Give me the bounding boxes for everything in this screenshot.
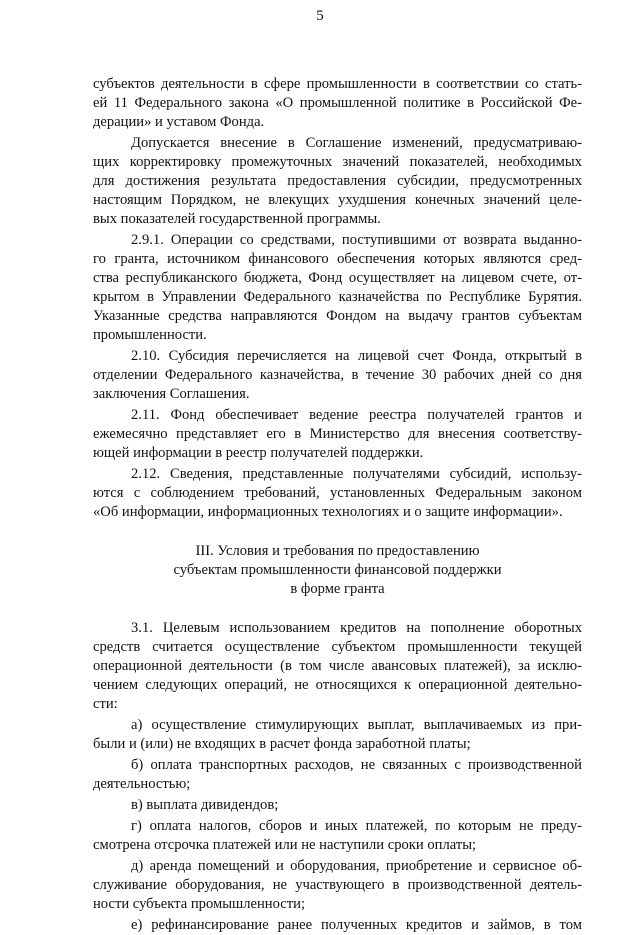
paragraph bbox=[93, 406, 582, 463]
section-heading-line: III. Условия и требования по предоставлению bbox=[195, 543, 480, 559]
text-line: е) рефинансирование ранее полученных кредитов и займов, в том bbox=[131, 917, 582, 933]
text-line: Указанные средства направляются Фондом на выдачу грантов субъектам bbox=[93, 308, 582, 324]
text-line: для достижения результата предоставления субсидии, предусмотренных bbox=[93, 173, 582, 189]
text-line: ющей информации в реестр получателей поддержки. bbox=[93, 445, 424, 461]
paragraph bbox=[93, 857, 582, 914]
text-line: ей 11 Федерального закона «О промышленной политике в Российской Фе- bbox=[93, 95, 582, 111]
paragraphs-top bbox=[93, 75, 582, 522]
text-line: д) аренда помещений и оборудования, приобретение и сервисное об- bbox=[131, 858, 582, 874]
page-number: 5 bbox=[316, 8, 324, 24]
text-line: г) оплата налогов, сборов и иных платежей, по которым не преду- bbox=[131, 818, 582, 834]
text-line: субъектов деятельности в сфере промышленности в соответствии со стать- bbox=[93, 76, 582, 92]
document-body bbox=[93, 75, 582, 935]
paragraph bbox=[93, 619, 582, 714]
text-line: крытом в Управлении Федерального казначейства по Республике Бурятия. bbox=[93, 289, 582, 305]
text-line: ются с соблюдением требований, установленных Федеральным законом bbox=[93, 485, 582, 501]
paragraph bbox=[93, 756, 582, 794]
text-line: сти: bbox=[93, 696, 118, 712]
text-line: деятельностью; bbox=[93, 776, 191, 792]
section-heading-line: в форме гранта bbox=[290, 581, 385, 597]
text-line: операционной деятельности (в том числе авансовых платежей), за исклю- bbox=[93, 658, 582, 674]
text-line: промышленности. bbox=[93, 327, 207, 343]
text-line: служивание оборудования, не участвующего в производственной деятель- bbox=[93, 877, 582, 893]
text-line: 2.12. Сведения, представленные получателями субсидий, использу- bbox=[131, 466, 582, 482]
text-line: чением следующих операций, не относящихся к операционной деятельно- bbox=[93, 677, 582, 693]
text-line: вых показателей государственной программы. bbox=[93, 211, 381, 227]
text-line: 3.1. Целевым использованием кредитов на пополнение оборотных bbox=[131, 620, 582, 636]
paragraph bbox=[93, 231, 582, 345]
text-line: дерации» и уставом Фонда. bbox=[93, 114, 265, 130]
text-line: а) осуществление стимулирующих выплат, выплачиваемых из при- bbox=[131, 717, 582, 733]
text-line: смотрена отсрочка платежей или не наступили сроки оплаты; bbox=[93, 837, 477, 853]
section-heading-line: субъектам промышленности финансовой поддержки bbox=[173, 562, 502, 578]
paragraph bbox=[93, 134, 582, 229]
text-line: в) выплата дивидендов; bbox=[131, 797, 279, 813]
text-line: были и (или) не входящих в расчет фонда заработной платы; bbox=[93, 736, 471, 752]
text-line: 2.10. Субсидия перечисляется на лицевой счет Фонда, открытый в bbox=[131, 348, 582, 364]
text-line: 2.11. Фонд обеспечивает ведение реестра получателей грантов и bbox=[131, 407, 582, 423]
text-line: настоящим Порядком, не влекущих ухудшения конечных значений целе- bbox=[93, 192, 582, 208]
paragraphs-bottom bbox=[93, 619, 582, 935]
text-line: отделении Федерального казначейства, в течение 30 рабочих дней со дня bbox=[93, 367, 582, 383]
paragraph bbox=[93, 916, 582, 935]
text-line: заключения Соглашения. bbox=[93, 386, 250, 402]
paragraph bbox=[93, 347, 582, 404]
paragraph bbox=[93, 75, 582, 132]
text-line: го гранта, источником финансового обеспечения которых являются сред- bbox=[93, 251, 582, 267]
section-heading bbox=[93, 542, 582, 599]
text-line: 2.9.1. Операции со средствами, поступившими от возврата выданно- bbox=[131, 232, 582, 248]
text-line: щих корректировку промежуточных значений показателей, необходимых bbox=[93, 154, 582, 170]
text-line: б) оплата транспортных расходов, не связанных с производственной bbox=[131, 757, 582, 773]
text-line: ства республиканского бюджета, Фонд осуществляет на лицевом счете, от- bbox=[93, 270, 582, 286]
paragraph bbox=[93, 817, 582, 855]
text-line: ежемесячно представляет его в Министерство для внесения соответству- bbox=[93, 426, 582, 442]
text-line: Допускается внесение в Соглашение изменений, предусматриваю- bbox=[131, 135, 582, 151]
text-line: средств считается осуществление субъектом промышленности текущей bbox=[93, 639, 582, 655]
paragraph bbox=[93, 796, 582, 815]
paragraph bbox=[93, 716, 582, 754]
paragraph bbox=[93, 465, 582, 522]
text-line: «Об информации, информационных технологиях и о защите информации». bbox=[93, 504, 563, 520]
text-line: ности субъекта промышленности; bbox=[93, 896, 306, 912]
